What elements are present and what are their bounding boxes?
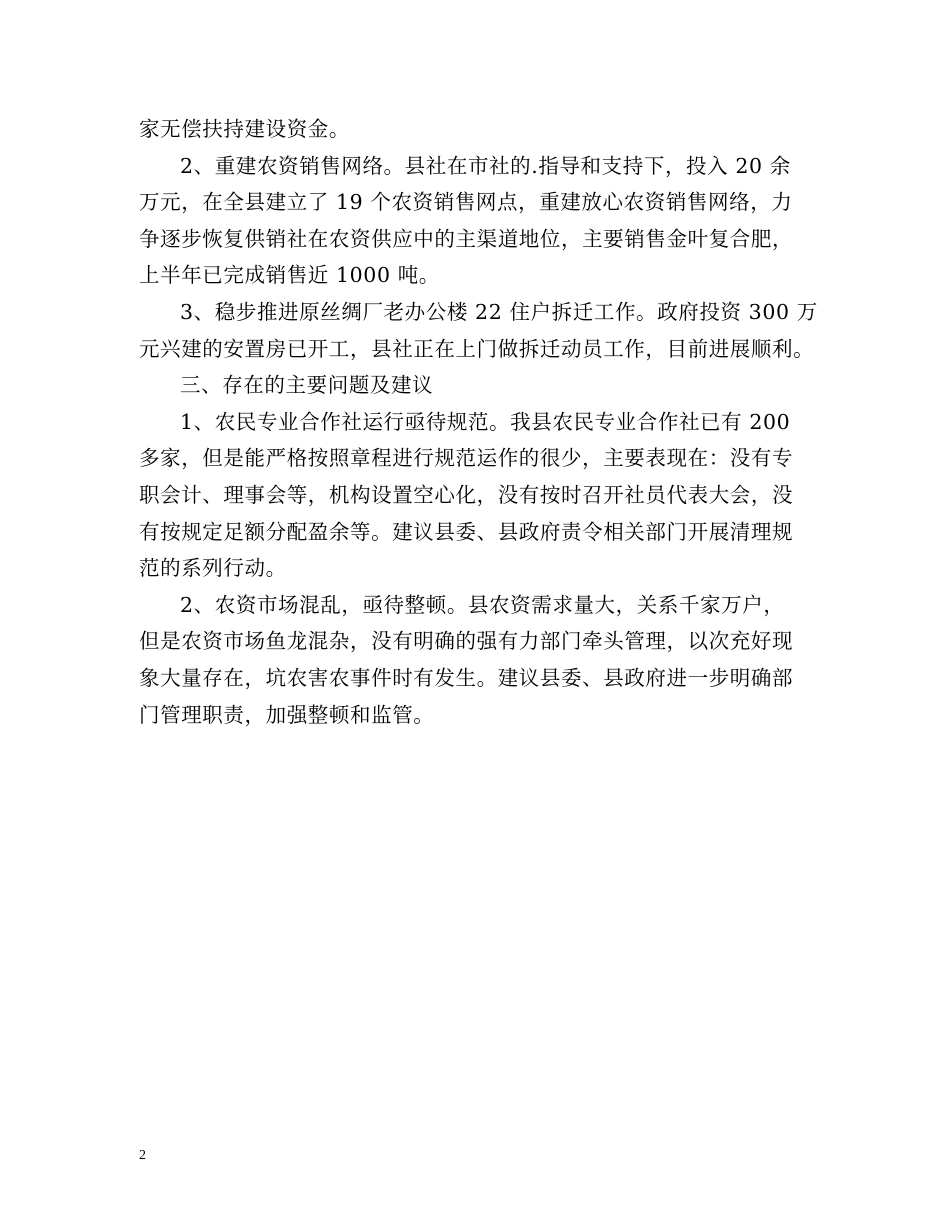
text-line: 家无偿扶持建设资金。: [139, 117, 350, 141]
text-line: 多家，但是能严格按照章程进行规范运作的很少，主要表现在：没有专: [139, 446, 794, 471]
text-line: 象大量存在，坑农害农事件时有发生。建议县委、县政府进一步明确部: [139, 665, 794, 690]
section-heading: 三、存在的主要问题及建议: [180, 373, 434, 398]
text-line: 职会计、理事会等，机构设置空心化，没有按时召开社员代表大会，没: [139, 482, 794, 507]
text-line: 1、农民专业合作社运行亟待规范。我县农民专业合作社已有 200: [180, 409, 791, 434]
text-line: 万元，在全县建立了 19 个农资销售网点，重建放心农资销售网络，力: [139, 190, 793, 215]
text-line: 门管理职责，加强整顿和监管。: [139, 702, 435, 727]
text-line: 但是农资市场鱼龙混杂，没有明确的强有力部门牵头管理，以次充好现: [139, 629, 794, 654]
text-line: 元兴建的安置房已开工，县社正在上门做拆迁动员工作，目前进展顺利。: [139, 336, 815, 361]
text-line: 争逐步恢复供销社在农资供应中的主渠道地位，主要销售金叶复合肥，: [139, 226, 794, 251]
document-body: [139, 111, 818, 733]
text-line: 2、重建农资销售网络。县社在市社的.指导和支持下，投入 20 余: [180, 153, 791, 178]
text-line: 有按规定足额分配盈余等。建议县委、县政府责令相关部门开展清理规: [139, 519, 794, 544]
text-line: 范的系列行动。: [139, 556, 287, 581]
text-line: 2、农资市场混乱，亟待整顿。县农资需求量大，关系千家万户，: [180, 592, 785, 617]
text-line: 3、稳步推进原丝绸厂老办公楼 22 住户拆迁工作。政府投资 300 万: [180, 299, 818, 324]
text-line: 上半年已完成销售近 1000 吨。: [139, 263, 440, 288]
page-number: 2: [139, 1148, 146, 1163]
